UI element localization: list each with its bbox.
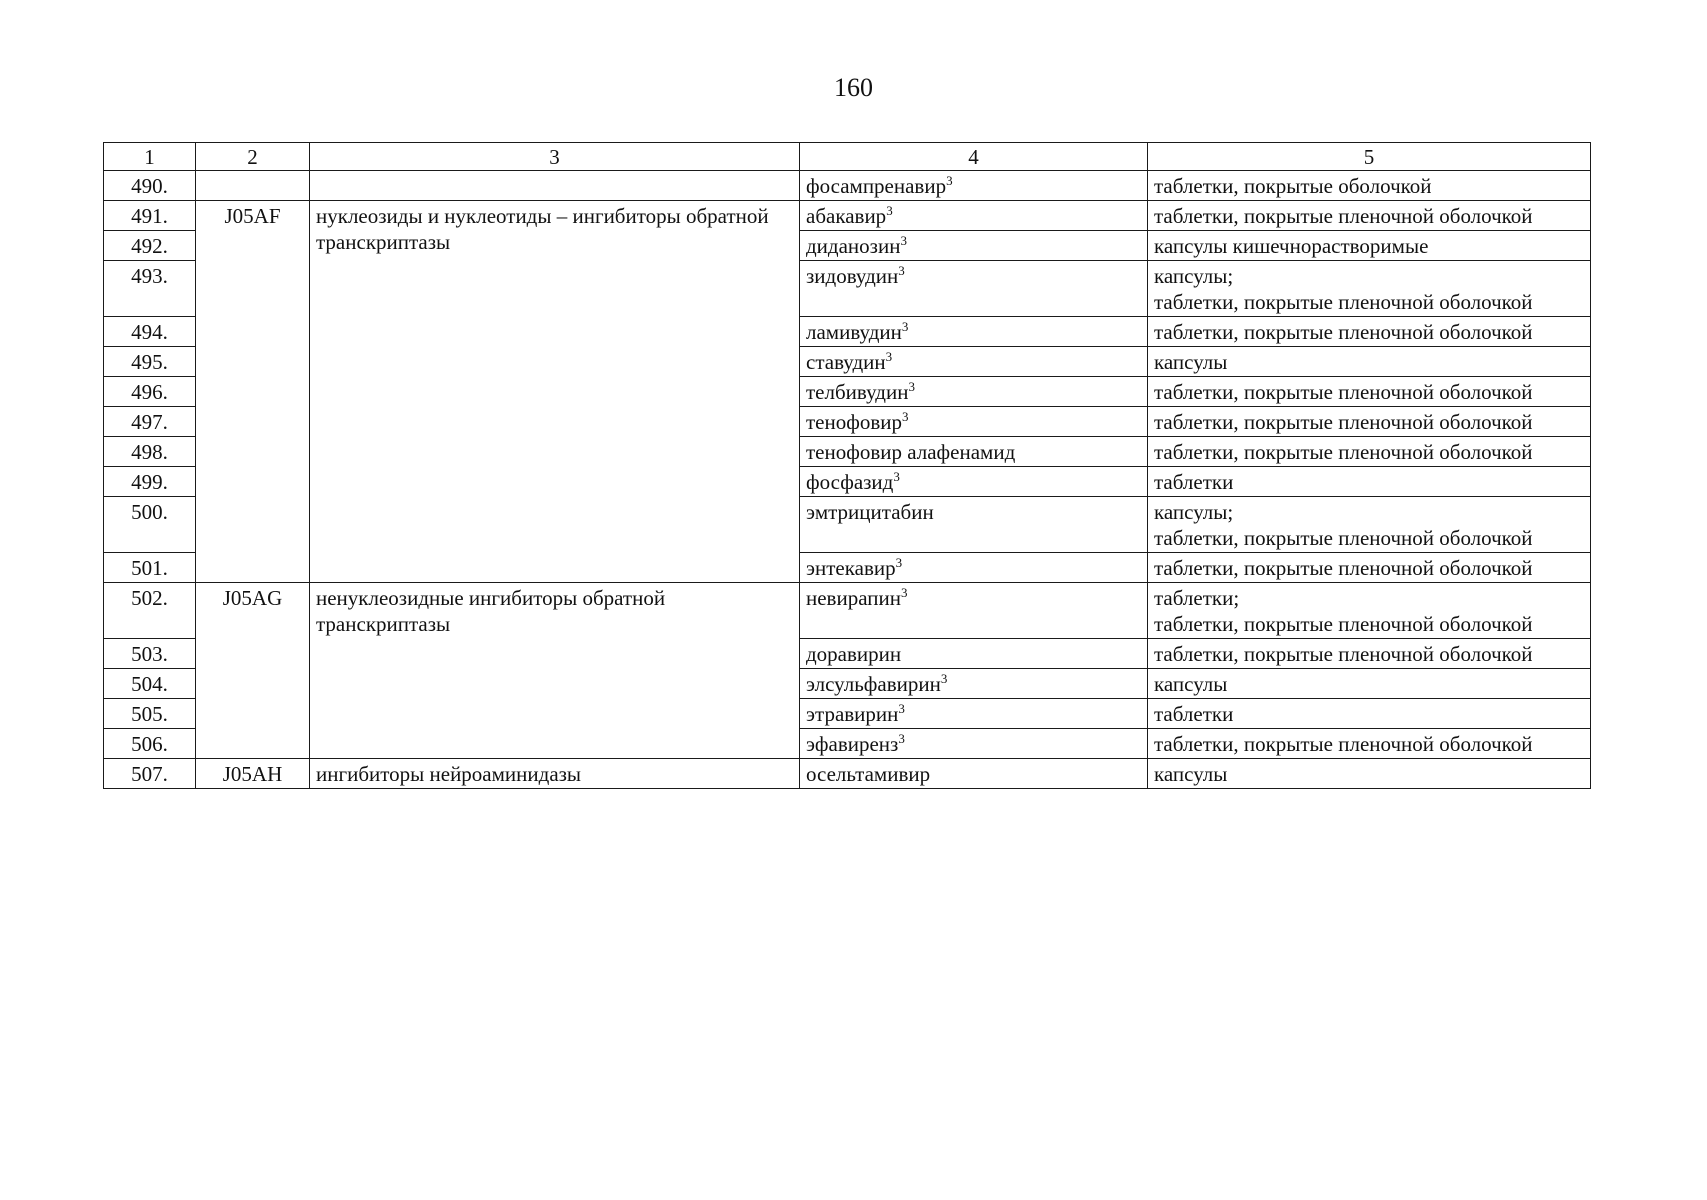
row-number: 502. bbox=[104, 583, 196, 639]
footnote-marker: 3 bbox=[900, 585, 908, 600]
drug-name-cell bbox=[800, 583, 1148, 639]
dosage-form: таблетки, покрытые оболочкой bbox=[1154, 174, 1432, 198]
row-number: 507. bbox=[104, 759, 196, 789]
dosage-form: таблетки, покрытые пленочной оболочкой bbox=[1154, 642, 1533, 666]
drug-name: доравирин bbox=[806, 642, 902, 666]
drug-name-cell bbox=[800, 231, 1148, 261]
dosage-form-cell bbox=[1148, 639, 1591, 669]
row-number: 495. bbox=[104, 347, 196, 377]
dosage-form-cell bbox=[1148, 261, 1591, 317]
header-cell-2: 2 bbox=[196, 143, 310, 171]
dosage-form: таблетки, покрытые пленочной оболочкой bbox=[1154, 320, 1533, 344]
dosage-form-cell bbox=[1148, 377, 1591, 407]
drug-name-cell bbox=[800, 729, 1148, 759]
dosage-form-cell bbox=[1148, 317, 1591, 347]
row-number: 490. bbox=[104, 171, 196, 201]
dosage-form-cell bbox=[1148, 699, 1591, 729]
footnote-marker: 3 bbox=[886, 203, 893, 218]
pharmacological-group bbox=[310, 171, 800, 201]
footnote-marker: 3 bbox=[940, 671, 948, 686]
dosage-form-cell bbox=[1148, 553, 1591, 583]
dosage-form: таблетки, покрытые пленочной оболочкой bbox=[1154, 380, 1533, 404]
dosage-form: таблетки, покрытые пленочной оболочкой bbox=[1154, 556, 1533, 580]
row-number: 501. bbox=[104, 553, 196, 583]
footnote-marker: 3 bbox=[893, 469, 900, 484]
footnote-marker: 3 bbox=[901, 319, 909, 334]
footnote-marker: 3 bbox=[900, 233, 907, 248]
footnote-marker: 3 bbox=[902, 409, 909, 424]
drug-name: фосфазид bbox=[806, 470, 894, 494]
pharmacological-group: нуклеозиды и нуклеотиды – ингибиторы обратной транскриптазы bbox=[310, 201, 800, 583]
atc-code: J05AH bbox=[196, 759, 310, 789]
row-number: 505. bbox=[104, 699, 196, 729]
table-row bbox=[104, 583, 1591, 639]
dosage-form-cell bbox=[1148, 669, 1591, 699]
drug-name: абакавир bbox=[806, 204, 887, 228]
drug-name: тенофовир bbox=[806, 410, 902, 434]
drug-name: осельтамивир bbox=[806, 762, 931, 786]
dosage-form: таблетки, покрытые пленочной оболочкой bbox=[1154, 290, 1533, 314]
drug-name-cell bbox=[800, 407, 1148, 437]
header-cell-5: 5 bbox=[1148, 143, 1591, 171]
drug-name-cell bbox=[800, 759, 1148, 789]
drug-name: невирапин bbox=[806, 586, 901, 610]
dosage-form: таблетки, покрытые пленочной оболочкой bbox=[1154, 526, 1533, 550]
footnote-marker: 3 bbox=[908, 379, 915, 394]
dosage-form: таблетки, покрытые пленочной оболочкой bbox=[1154, 410, 1533, 434]
row-number: 491. bbox=[104, 201, 196, 231]
dosage-form-cell bbox=[1148, 201, 1591, 231]
drug-list-table bbox=[103, 142, 1591, 789]
header-cell-4: 4 bbox=[800, 143, 1148, 171]
row-number: 500. bbox=[104, 497, 196, 553]
footnote-marker: 3 bbox=[895, 555, 903, 570]
dosage-form: таблетки, покрытые пленочной оболочкой bbox=[1154, 612, 1533, 636]
dosage-form-cell bbox=[1148, 347, 1591, 377]
dosage-form: таблетки; bbox=[1154, 586, 1240, 610]
dosage-form: капсулы bbox=[1154, 672, 1228, 696]
dosage-form-cell bbox=[1148, 583, 1591, 639]
drug-name-cell bbox=[800, 467, 1148, 497]
atc-code bbox=[196, 171, 310, 201]
header-cell-1: 1 bbox=[104, 143, 196, 171]
dosage-form: таблетки, покрытые пленочной оболочкой bbox=[1154, 732, 1533, 756]
dosage-form-cell bbox=[1148, 729, 1591, 759]
drug-name: тенофовир алафенамид bbox=[806, 440, 1016, 464]
drug-name: эфавиренз bbox=[806, 732, 899, 756]
row-number: 493. bbox=[104, 261, 196, 317]
atc-code: J05AG bbox=[196, 583, 310, 759]
dosage-form-cell bbox=[1148, 759, 1591, 789]
drug-name: зидовудин bbox=[806, 264, 899, 288]
row-number: 497. bbox=[104, 407, 196, 437]
drug-name-cell bbox=[800, 437, 1148, 467]
header-cell-3: 3 bbox=[310, 143, 800, 171]
table-row bbox=[104, 201, 1591, 231]
dosage-form: таблетки, покрытые пленочной оболочкой bbox=[1154, 440, 1533, 464]
drug-name: энтекавир bbox=[806, 556, 896, 580]
footnote-marker: 3 bbox=[898, 263, 905, 278]
footnote-marker: 3 bbox=[898, 701, 905, 716]
drug-name: эмтрицитабин bbox=[806, 500, 934, 524]
row-number: 498. bbox=[104, 437, 196, 467]
row-number: 503. bbox=[104, 639, 196, 669]
dosage-form-cell bbox=[1148, 171, 1591, 201]
footnote-marker: 3 bbox=[946, 173, 953, 188]
pharmacological-group: ингибиторы нейроаминидазы bbox=[310, 759, 800, 789]
pharmacological-group: ненуклеозидные ингибиторы обратной транскриптазы bbox=[310, 583, 800, 759]
dosage-form-cell bbox=[1148, 407, 1591, 437]
row-number: 492. bbox=[104, 231, 196, 261]
row-number: 506. bbox=[104, 729, 196, 759]
footnote-marker: 3 bbox=[898, 731, 905, 746]
row-number: 496. bbox=[104, 377, 196, 407]
dosage-form-cell bbox=[1148, 467, 1591, 497]
drug-name: ламивудин bbox=[806, 320, 902, 344]
drug-name: фосампренавир bbox=[806, 174, 947, 198]
drug-name-cell bbox=[800, 669, 1148, 699]
dosage-form: таблетки bbox=[1154, 470, 1234, 494]
dosage-form: таблетки bbox=[1154, 702, 1234, 726]
row-number: 494. bbox=[104, 317, 196, 347]
dosage-form: капсулы bbox=[1154, 350, 1228, 374]
row-number: 504. bbox=[104, 669, 196, 699]
drug-name-cell bbox=[800, 171, 1148, 201]
drug-name-cell bbox=[800, 261, 1148, 317]
page-number: 160 bbox=[834, 73, 873, 102]
table-row bbox=[104, 759, 1591, 789]
drug-name-cell bbox=[800, 497, 1148, 553]
dosage-form-cell bbox=[1148, 231, 1591, 261]
table-row bbox=[104, 171, 1591, 201]
drug-name: телбивудин bbox=[806, 380, 909, 404]
drug-name: диданозин bbox=[806, 234, 901, 258]
dosage-form: капсулы; bbox=[1154, 264, 1234, 288]
drug-name-cell bbox=[800, 377, 1148, 407]
drug-name-cell bbox=[800, 317, 1148, 347]
dosage-form: капсулы bbox=[1154, 762, 1228, 786]
drug-name-cell bbox=[800, 347, 1148, 377]
table-body bbox=[104, 143, 1591, 789]
dosage-form: капсулы; bbox=[1154, 500, 1234, 524]
header-row bbox=[104, 143, 1591, 171]
dosage-form: таблетки, покрытые пленочной оболочкой bbox=[1154, 204, 1533, 228]
atc-code: J05AF bbox=[196, 201, 310, 583]
drug-name-cell bbox=[800, 201, 1148, 231]
dosage-form-cell bbox=[1148, 437, 1591, 467]
drug-name: ставудин bbox=[806, 350, 886, 374]
row-number: 499. bbox=[104, 467, 196, 497]
drug-name: элсульфавирин bbox=[806, 672, 941, 696]
footnote-marker: 3 bbox=[885, 349, 893, 364]
dosage-form-cell bbox=[1148, 497, 1591, 553]
drug-name-cell bbox=[800, 639, 1148, 669]
drug-name-cell bbox=[800, 553, 1148, 583]
dosage-form: капсулы кишечнорастворимые bbox=[1154, 234, 1429, 258]
drug-name-cell bbox=[800, 699, 1148, 729]
drug-name: этравирин bbox=[806, 702, 899, 726]
